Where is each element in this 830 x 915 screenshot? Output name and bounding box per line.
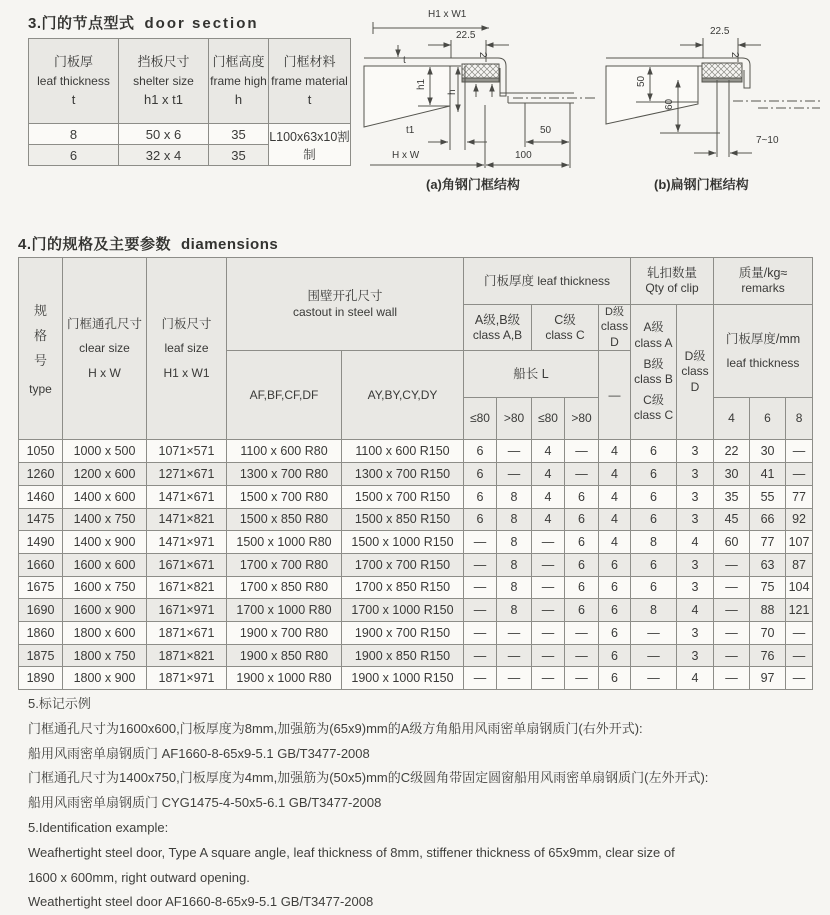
spec-cell: 63	[750, 553, 786, 576]
spec-cell: —	[497, 667, 532, 690]
spec-cell: 4	[677, 599, 714, 622]
spec-cell: 6	[631, 553, 677, 576]
header-clip-class-d: D级 class D	[677, 305, 714, 440]
spec-cell: 1700 x 700 R80	[227, 553, 342, 576]
spec-cell: 3	[677, 440, 714, 463]
spec-cell: 8	[497, 531, 532, 554]
header-frame-material: 门框材料 frame material t	[269, 39, 351, 124]
text-line: 船用风雨密单扇钢质门 CYG1475-4-50x5-6.1 GB/T3477-2008	[28, 795, 382, 811]
spec-cell: —	[532, 621, 565, 644]
spec-cell: 3	[677, 621, 714, 644]
spec-cell: 75	[750, 576, 786, 599]
spec-cell: 1500 x 850 R150	[342, 508, 464, 531]
spec-cell: 6	[565, 599, 599, 622]
spec-cell: 107	[786, 531, 813, 554]
spec-cell: 8	[497, 576, 532, 599]
spec-cell: 1700 x 850 R80	[227, 576, 342, 599]
spec-cell: 6	[464, 440, 497, 463]
spec-cell: 1400 x 600	[63, 485, 147, 508]
spec-cell: 6	[599, 644, 631, 667]
spec-cell: 4	[599, 485, 631, 508]
dim-label-22-5: 22.5	[710, 26, 730, 37]
spec-cell: 1900 x 700 R80	[227, 621, 342, 644]
spec-cell: —	[532, 531, 565, 554]
spec-cell: 1660	[19, 553, 63, 576]
dimensions-table	[18, 257, 813, 690]
spec-row	[19, 553, 813, 576]
header-castout-f: AF,BF,CF,DF	[227, 351, 342, 440]
spec-row	[19, 576, 813, 599]
dim-label-t1: t1	[406, 125, 415, 136]
spec-cell: 104	[786, 576, 813, 599]
spec-cell: 1671×971	[147, 599, 227, 622]
spec-cell: 6	[631, 485, 677, 508]
spec-cell: 4	[677, 531, 714, 554]
spec-cell: 4	[599, 440, 631, 463]
spec-cell: 3	[677, 644, 714, 667]
spec-cell: 88	[750, 599, 786, 622]
spec-row	[19, 440, 813, 463]
header-gt80: >80	[497, 398, 532, 440]
cell-shelter: 50 x 6	[119, 124, 209, 145]
spec-cell: 3	[677, 553, 714, 576]
spec-cell: 4	[532, 440, 565, 463]
spec-cell: 1875	[19, 644, 63, 667]
dim-label-7-10: 7~10	[756, 135, 779, 146]
spec-cell: 8	[631, 531, 677, 554]
spec-cell: 41	[750, 463, 786, 486]
spec-cell: 3	[677, 576, 714, 599]
spec-cell: 1500 x 1000 R80	[227, 531, 342, 554]
spec-cell: 1100 x 600 R150	[342, 440, 464, 463]
spec-row	[19, 667, 813, 690]
dim-label-h: h	[447, 89, 458, 95]
spec-row	[19, 508, 813, 531]
spec-cell: 45	[714, 508, 750, 531]
spec-cell: —	[786, 621, 813, 644]
spec-cell: 6	[631, 508, 677, 531]
spec-row	[19, 485, 813, 508]
spec-cell: 87	[786, 553, 813, 576]
spec-cell: 97	[750, 667, 786, 690]
spec-cell: 55	[750, 485, 786, 508]
spec-cell: 1671×821	[147, 576, 227, 599]
spec-cell: 1600 x 900	[63, 599, 147, 622]
spec-cell: 1871×821	[147, 644, 227, 667]
spec-cell: 6	[565, 531, 599, 554]
spec-cell: —	[464, 553, 497, 576]
spec-row	[19, 531, 813, 554]
spec-cell: —	[631, 667, 677, 690]
spec-cell: 1675	[19, 576, 63, 599]
spec-cell: 1900 x 700 R150	[342, 621, 464, 644]
spec-cell: 4	[677, 667, 714, 690]
spec-cell: 1000 x 500	[63, 440, 147, 463]
spec-cell: 76	[750, 644, 786, 667]
spec-cell: 1300 x 700 R80	[227, 463, 342, 486]
spec-cell: 1260	[19, 463, 63, 486]
spec-cell: 1871×671	[147, 621, 227, 644]
spec-cell: 35	[714, 485, 750, 508]
spec-cell: —	[786, 463, 813, 486]
text-line: 1600 x 600mm, right outward opening.	[28, 869, 250, 885]
spec-cell: —	[714, 644, 750, 667]
header-class-d: D级 class D	[599, 305, 631, 351]
header-castout: 围壁开孔尺寸 castout in steel wall	[227, 258, 464, 351]
spec-cell: —	[565, 440, 599, 463]
spec-cell: 1600 x 600	[63, 553, 147, 576]
spec-cell: 1050	[19, 440, 63, 463]
spec-cell: 1475	[19, 508, 63, 531]
spec-cell: 6	[464, 508, 497, 531]
spec-cell: 1900 x 850 R80	[227, 644, 342, 667]
spec-cell: 60	[714, 531, 750, 554]
spec-cell: —	[631, 644, 677, 667]
spec-cell: 6	[599, 621, 631, 644]
spec-cell: 3	[677, 463, 714, 486]
spec-cell: 4	[532, 508, 565, 531]
section4-title-zh: 4.门的规格及主要参数	[18, 236, 172, 253]
spec-cell: 92	[786, 508, 813, 531]
spec-cell: 4	[599, 531, 631, 554]
spec-cell: 3	[677, 485, 714, 508]
spec-cell: 77	[786, 485, 813, 508]
spec-cell: 1460	[19, 485, 63, 508]
spec-cell: 6	[464, 463, 497, 486]
text-line: Weathertight steel door AF1660-8-65x9-5.1 GB/T3477-2008	[28, 894, 374, 910]
cell-material: L100x63x10割制	[269, 124, 351, 166]
text-line: 船用风雨密单扇钢质门 AF1660-8-65x9-5.1 GB/T3477-2008	[28, 745, 370, 761]
spec-cell: 1100 x 600 R80	[227, 440, 342, 463]
spec-cell: 1271×671	[147, 463, 227, 486]
table-row	[29, 124, 351, 145]
spec-cell: —	[714, 553, 750, 576]
spec-cell: —	[464, 599, 497, 622]
spec-row	[19, 599, 813, 622]
dimensions-table-body	[19, 440, 813, 690]
header-thickness-8: 8	[786, 398, 813, 440]
door-section-header-row	[29, 39, 351, 124]
spec-cell: 1900 x 850 R150	[342, 644, 464, 667]
dim-label-22-5: 22.5	[456, 30, 476, 41]
section4-title	[18, 233, 278, 254]
spec-cell: 1890	[19, 667, 63, 690]
spec-cell: —	[464, 531, 497, 554]
cell-t: 6	[29, 145, 119, 166]
spec-cell: 1500 x 700 R80	[227, 485, 342, 508]
dim-label-50: 50	[540, 125, 552, 136]
spec-cell: 1471×971	[147, 531, 227, 554]
text-line: 5.Identification example:	[28, 819, 169, 835]
dim-label-50: 50	[636, 75, 647, 87]
spec-cell: 8	[631, 599, 677, 622]
header-clip-class-abc: A级 class A B级 class B C级 class C	[631, 305, 677, 440]
header-class-c: C级 class C	[532, 305, 599, 351]
spec-cell: —	[497, 621, 532, 644]
dim-label-h1w1: H1 x W1	[428, 9, 467, 20]
dim-label-100: 100	[515, 150, 532, 161]
spec-cell: —	[565, 621, 599, 644]
header-shelter-size: 挡板尺寸 shelter size h1 x t1	[119, 39, 209, 124]
spec-cell: 1490	[19, 531, 63, 554]
header-castout-y: AY,BY,CY,DY	[342, 351, 464, 440]
spec-cell: 1600 x 750	[63, 576, 147, 599]
spec-cell: —	[464, 644, 497, 667]
section4-title-en: diamensions	[181, 236, 279, 253]
dim-label-2: 2	[729, 52, 740, 58]
spec-cell: 6	[565, 553, 599, 576]
header-leaf-size: 门板尺寸 leaf size H1 x W1	[147, 258, 227, 440]
marking-example-text	[28, 692, 818, 915]
header-thickness-4: 4	[714, 398, 750, 440]
angle-steel-frame-diagram	[358, 0, 600, 205]
section3-title	[28, 12, 259, 33]
spec-cell: 1900 x 1000 R150	[342, 667, 464, 690]
spec-cell: 6	[599, 576, 631, 599]
spec-cell: 1500 x 1000 R150	[342, 531, 464, 554]
spec-cell: 6	[464, 485, 497, 508]
flat-steel-frame-diagram	[598, 0, 830, 205]
spec-cell: 6	[599, 553, 631, 576]
section3-title-en: door section	[144, 15, 259, 32]
spec-cell: —	[786, 667, 813, 690]
spec-cell: —	[565, 667, 599, 690]
dim-label-60: 60	[664, 98, 675, 110]
header-leaf-thickness-group: 门板厚度 leaf thickness	[464, 258, 631, 305]
spec-cell: —	[714, 621, 750, 644]
spec-cell: 1500 x 700 R150	[342, 485, 464, 508]
dim-label-hw: H x W	[392, 150, 420, 161]
spec-cell: —	[497, 463, 532, 486]
spec-cell: 1400 x 750	[63, 508, 147, 531]
spec-cell: 1300 x 700 R150	[342, 463, 464, 486]
spec-cell: 4	[532, 485, 565, 508]
spec-cell: 4	[532, 463, 565, 486]
cell-h: 35	[209, 124, 269, 145]
dim-label-2: 2	[477, 52, 488, 58]
spec-cell: —	[532, 667, 565, 690]
spec-cell: 1500 x 850 R80	[227, 508, 342, 531]
spec-cell: —	[497, 440, 532, 463]
dim-label-h1: h1	[416, 78, 427, 90]
spec-cell: 1700 x 700 R150	[342, 553, 464, 576]
header-clear-size: 门框通孔尺寸 clear size H x W	[63, 258, 147, 440]
spec-cell: 1671×671	[147, 553, 227, 576]
header-gt80: >80	[565, 398, 599, 440]
header-mass-leaf-thickness: 门板厚度/mm leaf thickness	[714, 305, 813, 398]
spec-cell: 6	[565, 508, 599, 531]
spec-cell: 1700 x 1000 R150	[342, 599, 464, 622]
header-le80: ≤80	[464, 398, 497, 440]
header-class-ab: A级,B级 class A,B	[464, 305, 532, 351]
spec-cell: 8	[497, 485, 532, 508]
spec-cell: 1400 x 900	[63, 531, 147, 554]
spec-cell: 30	[714, 463, 750, 486]
spec-cell: 6	[631, 463, 677, 486]
spec-cell: 1700 x 850 R150	[342, 576, 464, 599]
spec-cell: —	[786, 440, 813, 463]
header-row-1	[19, 258, 813, 305]
cell-h: 35	[209, 145, 269, 166]
text-line: 门框通孔尺寸为1400x750,门板厚度为4mm,加强筋为(50x5)mm的C级圆角带固定圆窗船用风雨密单扇钢质门(左外开式):	[28, 770, 709, 786]
header-type: 规格号 type	[19, 258, 63, 440]
spec-cell: —	[464, 621, 497, 644]
header-mass-remarks: 质量/kg≈ remarks	[714, 258, 813, 305]
spec-cell: 3	[677, 508, 714, 531]
spec-cell: —	[497, 644, 532, 667]
spec-cell: —	[464, 667, 497, 690]
spec-cell: 6	[631, 576, 677, 599]
cell-shelter: 32 x 4	[119, 145, 209, 166]
spec-cell: 6	[631, 440, 677, 463]
header-ship-length: 船长 L	[464, 351, 599, 398]
spec-cell: —	[786, 644, 813, 667]
door-section-table	[28, 38, 351, 166]
spec-cell: —	[714, 667, 750, 690]
spec-cell: 1690	[19, 599, 63, 622]
spec-cell: 4	[599, 463, 631, 486]
spec-cell: 1700 x 1000 R80	[227, 599, 342, 622]
spec-cell: 8	[497, 508, 532, 531]
spec-cell: 8	[497, 553, 532, 576]
spec-cell: 6	[565, 576, 599, 599]
section3-title-zh: 3.门的节点型式	[28, 15, 135, 32]
spec-cell: 22	[714, 440, 750, 463]
spec-cell: 4	[599, 508, 631, 531]
spec-cell: 1871×971	[147, 667, 227, 690]
spec-cell: 77	[750, 531, 786, 554]
diagram-b-caption: (b)扁钢门框结构	[654, 177, 749, 192]
spec-cell: —	[532, 576, 565, 599]
spec-cell: 66	[750, 508, 786, 531]
text-line: 门框通孔尺寸为1600x600,门板厚度为8mm,加强筋为(65x9)mm的A级方角船用风雨密单扇钢质门(右外开式):	[28, 720, 643, 736]
spec-cell: —	[714, 576, 750, 599]
spec-cell: —	[714, 599, 750, 622]
spec-cell: 121	[786, 599, 813, 622]
spec-row	[19, 621, 813, 644]
text-line: 5.标记示例	[28, 696, 91, 711]
spec-cell: —	[565, 644, 599, 667]
spec-cell: —	[532, 553, 565, 576]
spec-cell: 1200 x 600	[63, 463, 147, 486]
spec-cell: —	[631, 621, 677, 644]
spec-cell: 1800 x 600	[63, 621, 147, 644]
header-frame-high: 门框高度 frame high h	[209, 39, 269, 124]
spec-cell: 8	[497, 599, 532, 622]
header-qty-of-clip: 轧扣数量 Qty of clip	[631, 258, 714, 305]
header-thickness-6: 6	[750, 398, 786, 440]
spec-cell: 1471×671	[147, 485, 227, 508]
spec-cell: —	[532, 644, 565, 667]
spec-row	[19, 463, 813, 486]
spec-cell: —	[565, 463, 599, 486]
header-le80: ≤80	[532, 398, 565, 440]
dim-label-t: t	[403, 55, 406, 66]
diagram-a-caption: (a)角钢门框结构	[426, 177, 520, 192]
spec-cell: 1900 x 1000 R80	[227, 667, 342, 690]
spec-cell: 6	[565, 485, 599, 508]
spec-cell: 1800 x 750	[63, 644, 147, 667]
text-line: Weafhertight steel door, Type A square angle, leaf thickness of 8mm, stiffener thickness of 65x9mm, clear size of	[28, 844, 675, 860]
spec-cell: 1471×821	[147, 508, 227, 531]
spec-cell: 1860	[19, 621, 63, 644]
cell-t: 8	[29, 124, 119, 145]
spec-cell: 1071×571	[147, 440, 227, 463]
spec-cell: —	[532, 599, 565, 622]
spec-row	[19, 644, 813, 667]
header-class-d-dash: —	[599, 351, 631, 440]
spec-cell: 6	[599, 599, 631, 622]
spec-cell: 1800 x 900	[63, 667, 147, 690]
spec-cell: 30	[750, 440, 786, 463]
header-leaf-thickness: 门板厚 leaf thickness t	[29, 39, 119, 124]
spec-cell: —	[464, 576, 497, 599]
spec-cell: 70	[750, 621, 786, 644]
spec-cell: 6	[599, 667, 631, 690]
